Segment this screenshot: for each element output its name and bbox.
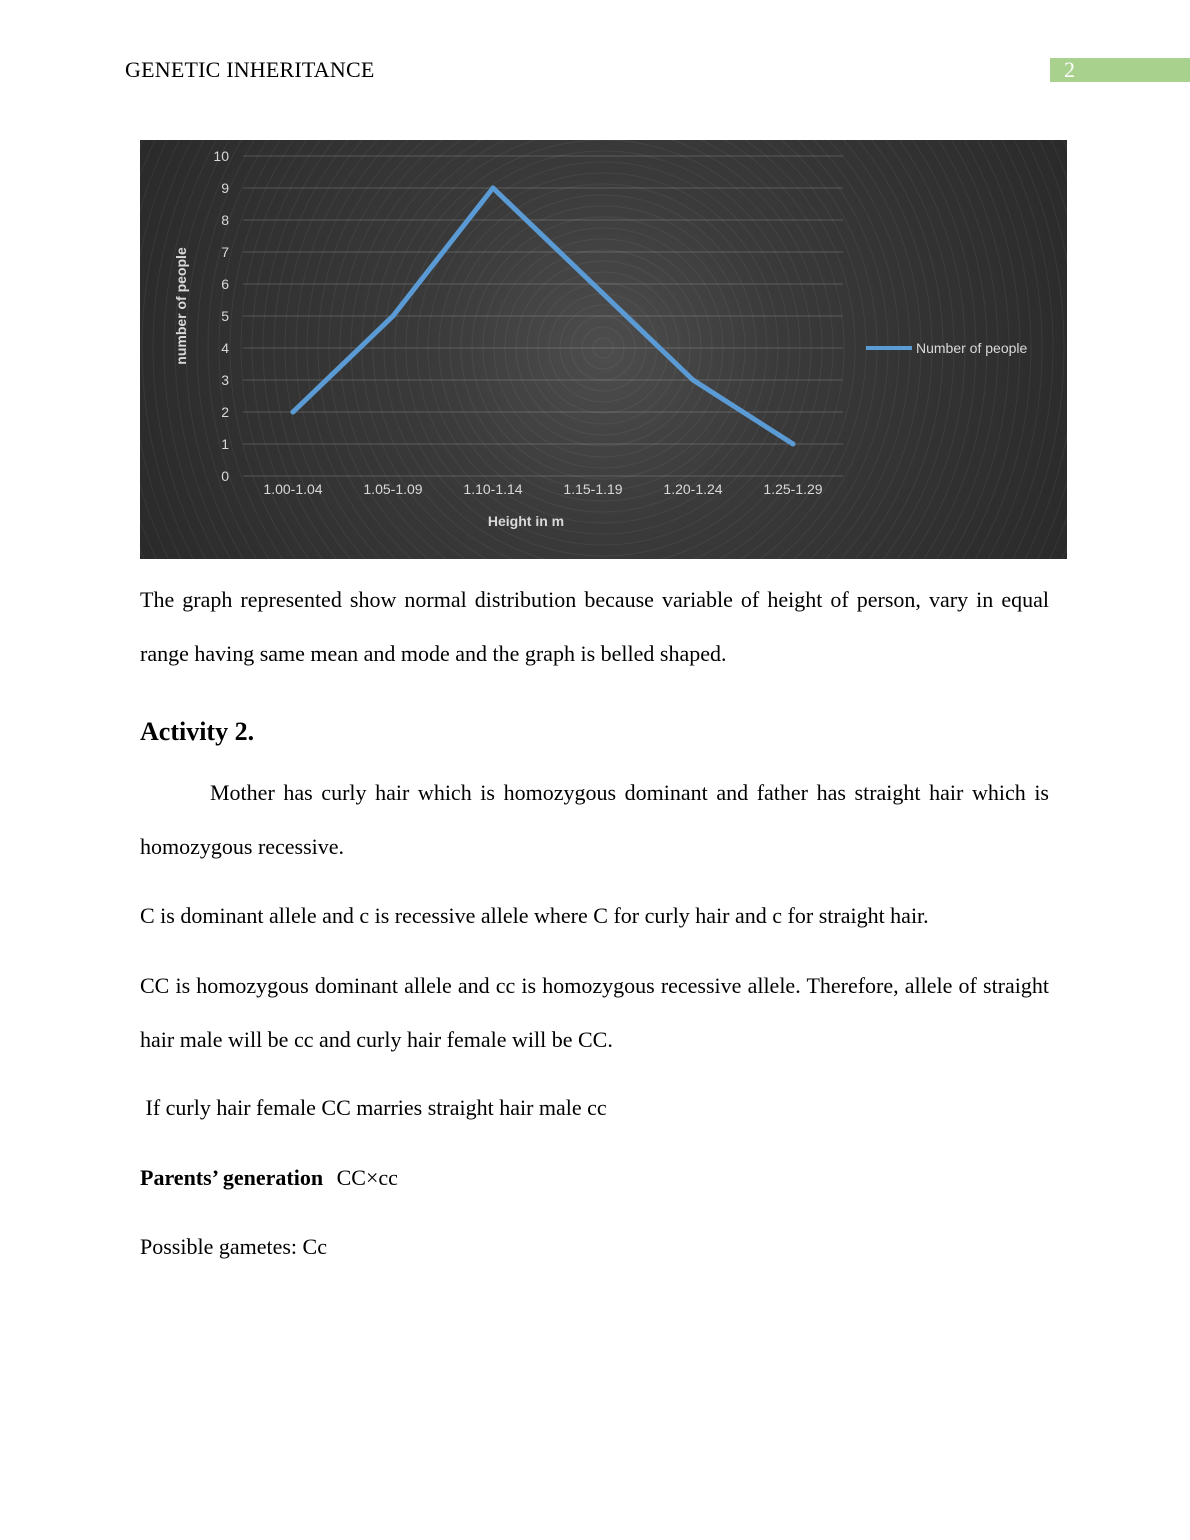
line-chart — [140, 140, 1067, 559]
heading-activity-2: Activity 2. — [140, 717, 255, 746]
y-tick-label: 7 — [221, 244, 229, 260]
chart-svg — [140, 140, 1067, 559]
paragraph-gametes: Possible gametes: Cc — [140, 1234, 327, 1259]
data-point — [391, 314, 396, 319]
y-tick-label: 4 — [221, 340, 229, 356]
y-tick-label: 0 — [221, 468, 229, 484]
paragraph-distribution: The graph represented show normal distribution because variable of height of person, vary in equal range having same mean and mode and the graph is belled shaped. — [140, 587, 1049, 666]
data-point — [791, 442, 796, 447]
paragraph-parents-generation — [140, 1151, 1049, 1205]
legend-label: Number of people — [916, 340, 1028, 356]
parents-generation-value: CC×cc — [336, 1165, 398, 1190]
page-number: 2 — [1064, 57, 1075, 82]
y-tick-label: 1 — [221, 436, 229, 452]
y-tick-label: 5 — [221, 308, 229, 324]
y-tick-label: 8 — [221, 212, 229, 228]
header-title: GENETIC INHERITANCE — [125, 57, 375, 82]
paragraph-homozygous: CC is homozygous dominant allele and cc is homozygous recessive allele. Therefore, allele of straight hair male will be cc and curly hair female will be CC. — [140, 973, 1049, 1052]
data-point — [691, 378, 696, 383]
y-tick-label: 6 — [221, 276, 229, 292]
data-point — [291, 410, 296, 415]
x-tick-label: 1.25-1.29 — [763, 481, 823, 497]
y-tick-label: 2 — [221, 404, 229, 420]
y-tick-labels — [213, 148, 229, 484]
y-tick-label: 10 — [213, 148, 229, 164]
parents-generation-label: Parents’ generation — [140, 1165, 324, 1190]
legend — [866, 340, 1028, 356]
y-axis-label: number of people — [173, 247, 189, 365]
data-point — [491, 186, 496, 191]
x-tick-label: 1.10-1.14 — [463, 481, 523, 497]
y-tick-label: 3 — [221, 372, 229, 388]
x-tick-label: 1.05-1.09 — [363, 481, 423, 497]
page-number-box — [1050, 58, 1190, 82]
x-tick-label: 1.00-1.04 — [263, 481, 323, 497]
data-point — [591, 282, 596, 287]
x-axis-label: Height in m — [487, 513, 565, 529]
x-tick-label: 1.15-1.19 — [563, 481, 623, 497]
x-tick-label: 1.20-1.24 — [663, 481, 723, 497]
paragraph-marriage: If curly hair female CC marries straight hair male cc — [140, 1095, 607, 1120]
paragraph-alleles: C is dominant allele and c is recessive allele where C for curly hair and c for straight hair. — [140, 903, 929, 928]
paragraph-parents: Mother has curly hair which is homozygous dominant and father has straight hair which is homozygous recessive. — [140, 780, 1049, 859]
y-tick-label: 9 — [221, 180, 229, 196]
